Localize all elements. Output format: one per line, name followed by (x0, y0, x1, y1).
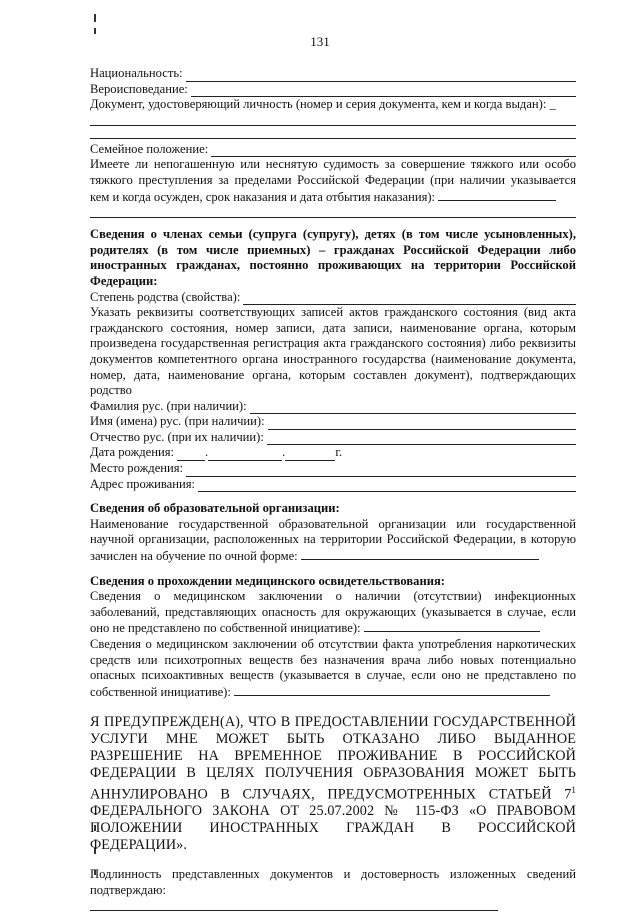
warning-text-part-2: ФЕДЕРАЛЬНОГО ЗАКОНА ОТ 25.07.2002 № 115-ФЗ «О ПРАВОВОМ ПОЛОЖЕНИИ ИНОСТРАННЫХ ГРАЖДАН В РОССИЙСКОЙ ФЕДЕРАЦИИ». (90, 803, 576, 853)
drugs-question (90, 637, 576, 700)
birth-place-label: Место рождения: (90, 461, 184, 476)
patronymic-input-line[interactable] (267, 433, 576, 445)
first-name-label: Имя (имена) рус. (при наличии): (90, 414, 265, 429)
identity-document-input-line-2[interactable] (90, 126, 576, 139)
birth-date-field: Дата рождения: . . г. (90, 445, 343, 460)
medical-section-heading: Сведения о прохождении медицинского освидетельствования: (90, 573, 445, 588)
criminal-record-text: Имеете ли непогашенную или неснятую судимость за совершение тяжкого или особо тяжкого преступления за пределами Российской Федерации (при наличии указывается кем и когда осужден, срок наказания и дата отбытия наказания): (90, 157, 576, 204)
relation-degree-input-line[interactable] (243, 293, 576, 305)
education-section-heading: Сведения об образовательной организации: (90, 501, 340, 516)
patronymic-field (90, 430, 576, 446)
marital-status-label: Семейное положение: (90, 141, 209, 156)
warning-superscript: 1 (571, 784, 576, 795)
first-name-field (90, 414, 576, 430)
identity-document-field (90, 97, 576, 113)
criminal-record-input-line[interactable] (438, 189, 556, 201)
marital-status-field (90, 142, 576, 158)
criminal-record-question (90, 157, 576, 205)
birth-place-field (90, 461, 576, 477)
identity-document-input-line[interactable] (90, 113, 576, 126)
family-section-heading: Сведения о членах семьи (супруга (супругу), детях (в том числе усыновленных), родителях (в том числе приемных) – гражданах Российской Федерации либо иностранных гражданах, постоянно проживающих на территории Российской Федерации: (90, 227, 576, 288)
surname-label: Фамилия рус. (при наличии): (90, 398, 247, 413)
confirmation-text: Подлинность представленных документов и достоверность изложенных сведений подтверждаю: (90, 867, 576, 898)
nationality-input-line[interactable] (186, 70, 576, 82)
surname-field (90, 399, 576, 415)
nationality-field (90, 66, 576, 82)
education-input-line[interactable] (301, 548, 539, 560)
birth-year-input[interactable] (285, 449, 335, 461)
civil-records-instruction: Указать реквизиты соответствующих записей актов гражданского состояния (вид акта гражданского состояния, номер записи, дата записи, наименование органа, которым произведена государственная регистрация акта гражданского состояния) либо реквизиты документов компетентного органа иностранного государства (наименование документа, номер, дата, наименование органа, которым составлен документ), подтверждающих родство (90, 305, 576, 398)
birth-month-input[interactable] (208, 449, 282, 461)
marital-status-input-line[interactable] (211, 145, 576, 157)
religion-label: Вероисповедание: (90, 81, 188, 96)
warning-statement (90, 714, 576, 853)
nationality-label: Национальность: (90, 66, 183, 80)
confirmation-statement (90, 867, 576, 915)
form-content (90, 66, 576, 915)
page-number: 131 (310, 34, 330, 49)
infection-text: Сведения о медицинском заключении о наличии (отсутствии) инфекционных заболеваний, представляющих опасность для окружающих (указывается в случае, если оно не представлено по собственной инициативе): (90, 589, 576, 636)
religion-input-line[interactable] (191, 85, 576, 97)
margin-mark (94, 14, 96, 22)
education-text: Наименование государственной образовательной организации или государственной научной организации, расположенных на территории Российской Федерации, в которую зачислен на обучение по очной форме: (90, 516, 576, 564)
identity-document-label: Документ, удостоверяющий личность (номер и серия документа, кем и когда выдан): _ (90, 97, 556, 112)
warning-text-part-1: Я ПРЕДУПРЕЖДЕН(А), ЧТО В ПРЕДОСТАВЛЕНИИ ГОСУДАРСТВЕННОЙ УСЛУГИ МНЕ МОЖЕТ БЫТЬ ОТКАЗАНО ЛИБО ВЫДАННОЕ РАЗРЕШЕНИЕ НА ВРЕМЕННОЕ ПРОЖИВАНИЕ В РОССИЙСКОЙ ФЕДЕРАЦИИ В ЦЕЛЯХ ПОЛУЧЕНИЯ ОБРАЗОВАНИЯ МОЖЕТ БЫТЬ АННУЛИРОВАНО В СЛУЧАЯХ, ПРЕДУСМОТРЕННЫХ СТАТЬЕЙ 7 (90, 714, 576, 803)
religion-field (90, 82, 576, 98)
surname-input-line[interactable] (250, 402, 576, 414)
drugs-input-line[interactable] (234, 684, 550, 696)
infection-input-line[interactable] (364, 620, 540, 632)
address-input-line[interactable] (198, 480, 576, 492)
birth-date-label: Дата рождения: (90, 445, 174, 460)
relation-degree-field (90, 290, 576, 306)
birth-day-input[interactable] (177, 449, 205, 461)
address-label: Адрес проживания: (90, 476, 196, 491)
birth-date-year-suffix: г. (335, 445, 343, 460)
relation-degree-label: Степень родства (свойства): (90, 289, 241, 304)
first-name-input-line[interactable] (268, 418, 576, 430)
birth-place-input-line[interactable] (186, 465, 576, 477)
infection-question (90, 589, 576, 637)
drugs-text: Сведения о медицинском заключении об отсутствии факта употребления наркотических средств или психотропных веществ без назначения врача либо новых потенциально опасных психоактивных веществ (указывается в случае, если оно не представлено по собственной инициативе): (90, 637, 576, 699)
address-field (90, 477, 576, 493)
criminal-record-input-line-2[interactable] (90, 205, 576, 218)
education-question (90, 517, 576, 565)
patronymic-label: Отчество рус. (при их наличии): (90, 429, 264, 444)
